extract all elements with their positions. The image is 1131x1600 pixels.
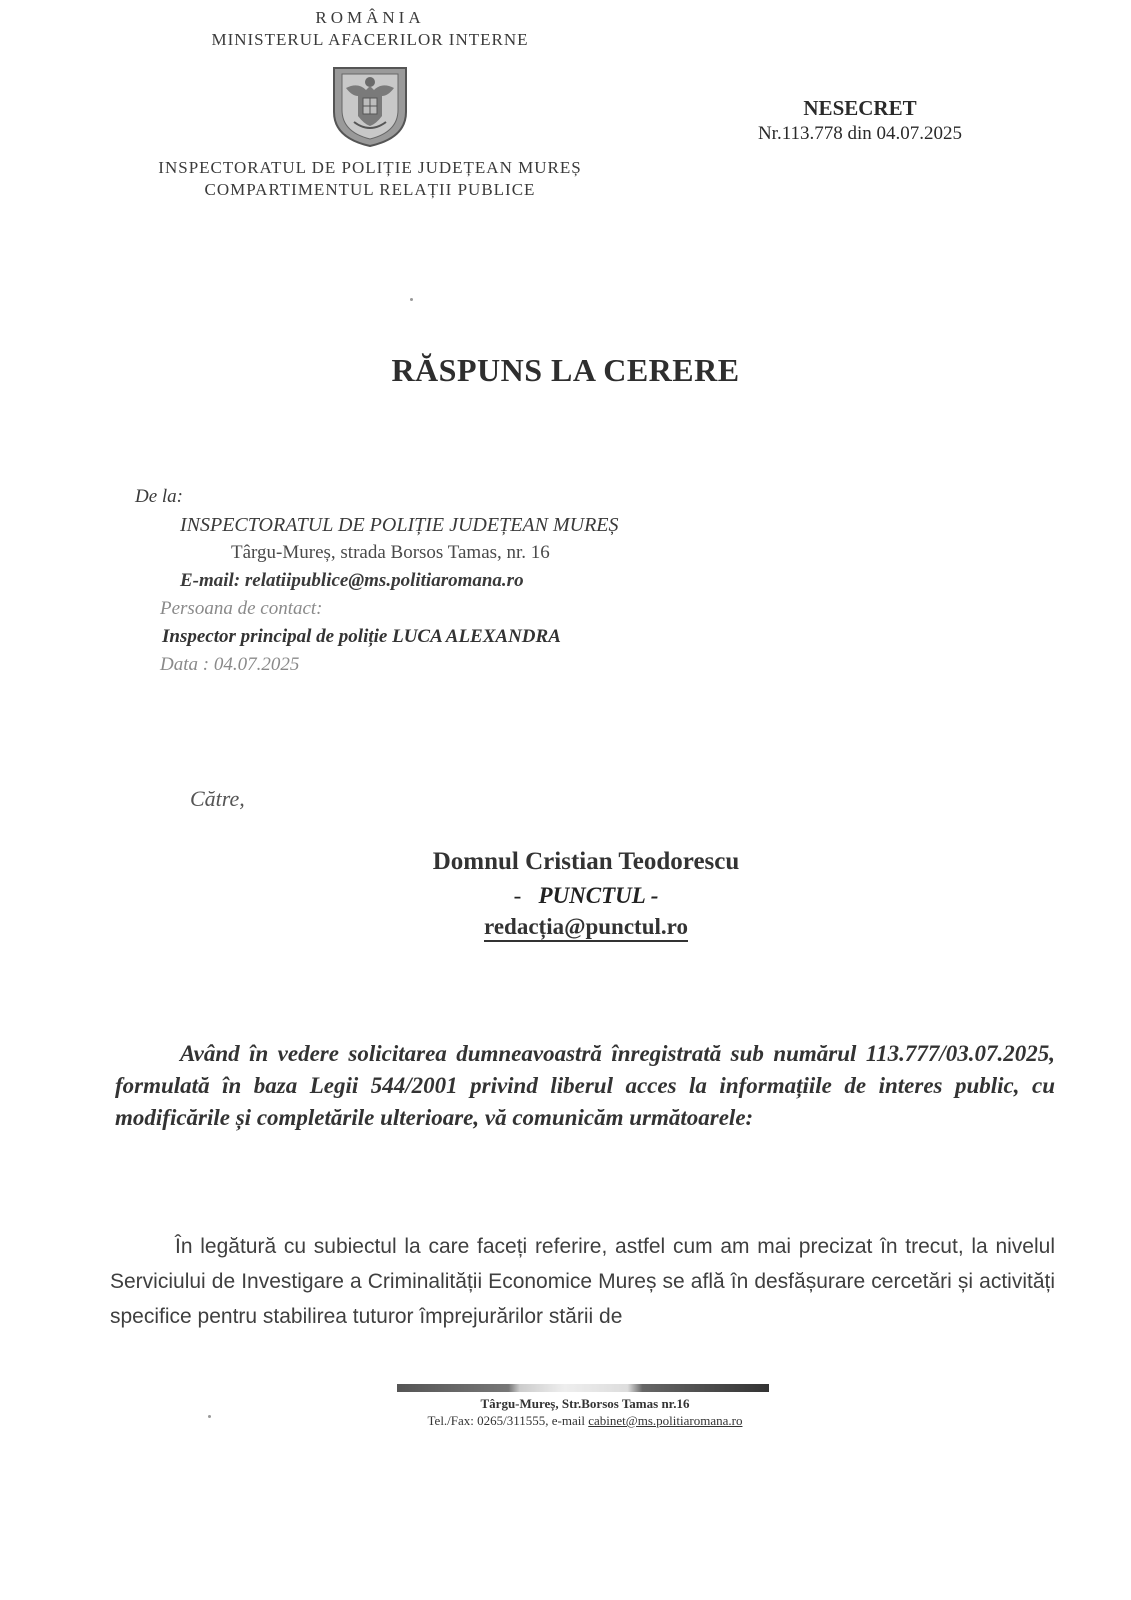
country-name: ROMÂNIA <box>315 8 425 27</box>
ministry-name: MINISTERUL AFACERILOR INTERNE <box>211 30 529 49</box>
document-date: Data : 04.07.2025 <box>160 654 300 675</box>
recipient-email[interactable]: redacția@punctul.ro <box>484 914 688 942</box>
footer-contact <box>330 1412 840 1429</box>
letterhead <box>120 8 620 200</box>
sender-block <box>135 483 835 679</box>
sender-address: Târgu-Mureș, strada Borsos Tamas, nr. 16 <box>231 542 550 563</box>
contact-person: Inspector principal de poliție LUCA ALEXANDRA <box>162 626 561 647</box>
document-title: RĂSPUNS LA CERERE <box>391 352 740 388</box>
outlet-name: PUNCTUL - <box>538 883 659 908</box>
body-paragraph: În legătură cu subiectul la care faceți referire, astfel cum am mai precizat în trecut, la nivelul Serviciului de Investigare a Criminalității Economice Mureș se află în desfășurare cercetări și activități specifice pentru stabilirea tuturor împrejurărilor stării de <box>110 1235 1055 1328</box>
intro-paragraph: Având în vedere solicitarea dumneavoastră înregistrată sub numărul 113.777/03.07.2025, formulată în baza Legii 544/2001 privind liberul acces la informațiile de interes public, cu modificările și completările ulterioare, vă comunicăm următoarele: <box>115 1041 1055 1130</box>
registration-number: Nr.113.778 din 04.07.2025 <box>757 123 963 144</box>
footer-phone: Tel./Fax: 0265/311555, e-mail <box>427 1413 585 1428</box>
footer-divider <box>397 1384 769 1392</box>
scan-speck <box>410 298 413 301</box>
from-label: De la: <box>135 486 184 507</box>
footer-address: Târgu-Mureș, Str.Borsos Tamas nr.16 <box>480 1396 690 1411</box>
footer-email[interactable]: cabinet@ms.politiaromana.ro <box>588 1413 743 1428</box>
classification-block <box>740 96 980 145</box>
recipient-email-line <box>0 914 1131 940</box>
to-label: Către, <box>190 786 245 811</box>
contact-label: Persoana de contact: <box>160 598 323 619</box>
compartment-name: COMPARTIMENTUL RELAȚII PUBLICE <box>204 180 536 199</box>
classification-label: NESECRET <box>803 96 917 120</box>
outlet-prefix: - <box>513 883 522 908</box>
scan-speck <box>208 1415 211 1418</box>
sender-institution: INSPECTORATUL DE POLIȚIE JUDEȚEAN MUREȘ <box>180 514 619 536</box>
coat-of-arms-icon <box>328 60 412 148</box>
recipient-outlet <box>0 883 1131 909</box>
footer <box>330 1395 840 1429</box>
sender-email: E-mail: relatiipublice@ms.politiaromana.ro <box>180 570 524 591</box>
inspectorate-name: INSPECTORATUL DE POLIȚIE JUDEȚEAN MUREȘ <box>158 158 582 177</box>
recipient-name: Domnul Cristian Teodorescu <box>432 848 740 875</box>
